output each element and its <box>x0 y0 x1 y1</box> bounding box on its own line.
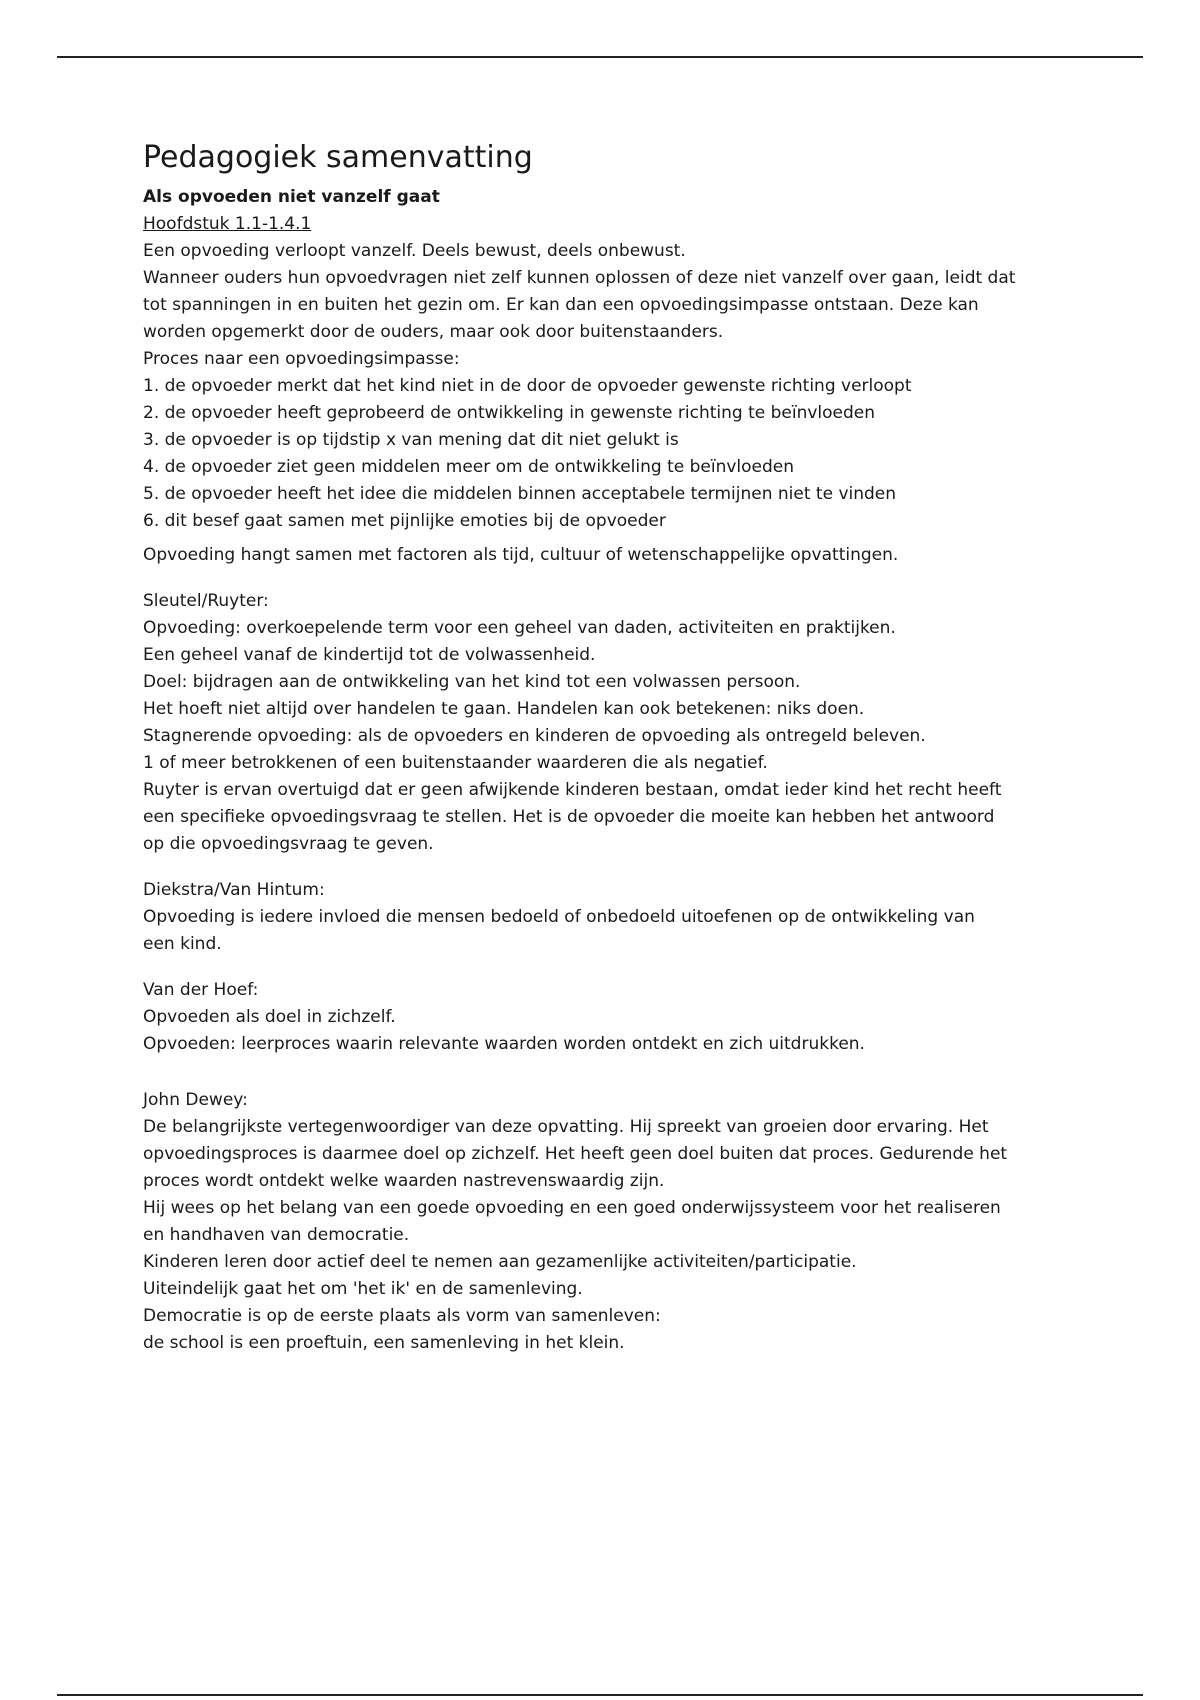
section-line: Stagnerende opvoeding: als de opvoeders en kinderen de opvoeding als ontregeld beleven. <box>143 726 926 746</box>
section-sleutel-ruyter <box>143 588 1083 858</box>
section-heading: Diekstra/Van Hintum: <box>143 880 325 900</box>
header-rule <box>57 56 1143 58</box>
section-line: Het hoeft niet altijd over handelen te gaan. Handelen kan ook betekenen: niks doen. <box>143 699 865 719</box>
process-step: 1. de opvoeder merkt dat het kind niet in de door de opvoeder gewenste richting verloopt <box>143 376 912 396</box>
section-diekstra-van-hintum <box>143 877 1083 958</box>
section-van-der-hoef <box>143 977 1083 1058</box>
section-line: De belangrijkste vertegenwoordiger van deze opvatting. Hij spreekt van groeien door ervaring. Het <box>143 1117 989 1137</box>
section-line: op die opvoedingsvraag te geven. <box>143 834 434 854</box>
document-body <box>143 136 1083 1357</box>
intro-line: Wanneer ouders hun opvoedvragen niet zelf kunnen oplossen of deze niet vanzelf over gaan, leidt dat <box>143 268 1016 288</box>
section-line: en handhaven van democratie. <box>143 1225 410 1245</box>
section-line: Hij wees op het belang van een goede opvoeding en een goed onderwijssysteem voor het realiseren <box>143 1198 1001 1218</box>
section-line: Opvoeden: leerproces waarin relevante waarden worden ontdekt en zich uitdrukken. <box>143 1034 865 1054</box>
intro-line: Een opvoeding verloopt vanzelf. Deels bewust, deels onbewust. <box>143 241 686 261</box>
document-subtitle: Als opvoeden niet vanzelf gaat <box>143 187 440 207</box>
section-line: een specifieke opvoedingsvraag te stellen. Het is de opvoeder die moeite kan hebben het antwoord <box>143 807 995 827</box>
section-line: Opvoeding: overkoepelende term voor een geheel van daden, activiteiten en praktijken. <box>143 618 896 638</box>
factors-line: Opvoeding hangt samen met factoren als tijd, cultuur of wetenschappelijke opvattingen. <box>143 545 899 565</box>
section-heading: Van der Hoef: <box>143 980 259 1000</box>
document-title: Pedagogiek samenvatting <box>143 140 533 175</box>
intro-paragraph <box>143 238 1083 373</box>
section-line: Kinderen leren door actief deel te nemen aan gezamenlijke activiteiten/participatie. <box>143 1252 857 1272</box>
intro-line: tot spanningen in en buiten het gezin om. Er kan dan een opvoedingsimpasse ontstaan. Deze kan <box>143 295 979 315</box>
process-step: 6. dit besef gaat samen met pijnlijke emoties bij de opvoeder <box>143 511 666 531</box>
process-steps-list <box>143 373 1083 535</box>
section-line: Ruyter is ervan overtuigd dat er geen afwijkende kinderen bestaan, omdat ieder kind het recht heeft <box>143 780 1002 800</box>
section-line: 1 of meer betrokkenen of een buitenstaander waarderen die als negatief. <box>143 753 768 773</box>
section-line: Een geheel vanaf de kindertijd tot de volwassenheid. <box>143 645 596 665</box>
section-heading: John Dewey: <box>143 1090 248 1110</box>
section-line: Democratie is op de eerste plaats als vorm van samenleven: <box>143 1306 661 1326</box>
process-step: 4. de opvoeder ziet geen middelen meer om de ontwikkeling te beïnvloeden <box>143 457 795 477</box>
section-line: opvoedingsproces is daarmee doel op zichzelf. Het heeft geen doel buiten dat proces. Gedurende het <box>143 1144 1008 1164</box>
footer-rule <box>57 1694 1143 1696</box>
chapter-reference: Hoofdstuk 1.1-1.4.1 <box>143 214 312 234</box>
section-line: een kind. <box>143 934 222 954</box>
process-step: 3. de opvoeder is op tijdstip x van mening dat dit niet gelukt is <box>143 430 679 450</box>
process-step: 2. de opvoeder heeft geprobeerd de ontwikkeling in gewenste richting te beïnvloeden <box>143 403 876 423</box>
section-line: Opvoeden als doel in zichzelf. <box>143 1007 396 1027</box>
section-line: Doel: bijdragen aan de ontwikkeling van het kind tot een volwassen persoon. <box>143 672 801 692</box>
section-line: de school is een proeftuin, een samenleving in het klein. <box>143 1333 625 1353</box>
process-step: 5. de opvoeder heeft het idee die middelen binnen acceptabele termijnen niet te vinden <box>143 484 897 504</box>
section-john-dewey <box>143 1087 1083 1357</box>
intro-line: Proces naar een opvoedingsimpasse: <box>143 349 460 369</box>
section-heading: Sleutel/Ruyter: <box>143 591 269 611</box>
section-line: Opvoeding is iedere invloed die mensen bedoeld of onbedoeld uitoefenen op de ontwikkeling van <box>143 907 975 927</box>
intro-line: worden opgemerkt door de ouders, maar ook door buitenstaanders. <box>143 322 724 342</box>
section-line: Uiteindelijk gaat het om 'het ik' en de samenleving. <box>143 1279 583 1299</box>
section-line: proces wordt ontdekt welke waarden nastrevenswaardig zijn. <box>143 1171 665 1191</box>
